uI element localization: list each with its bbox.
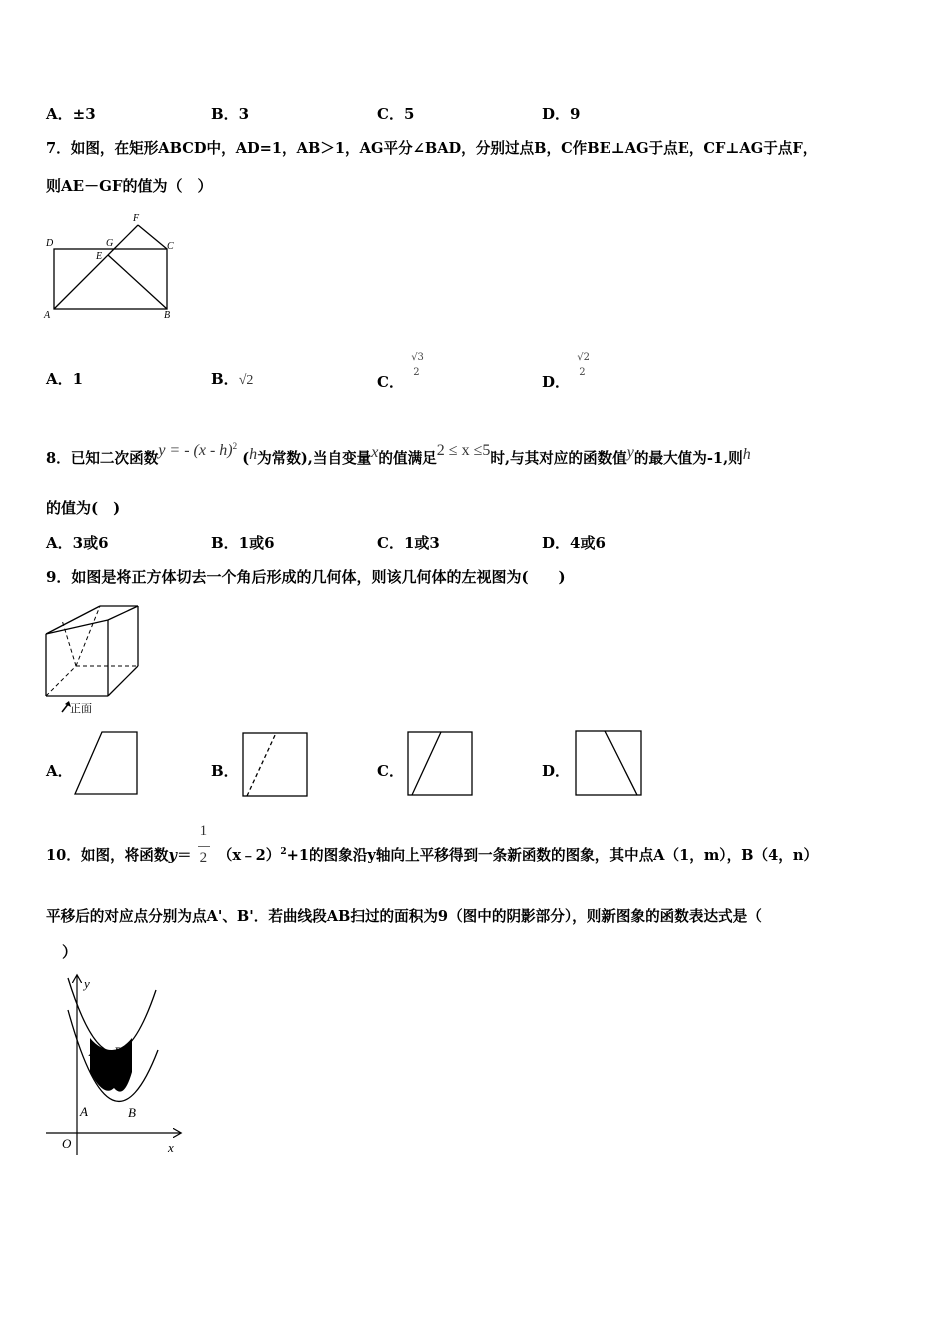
q9-figure-b <box>242 732 309 798</box>
q6-option-c: C．5 <box>377 105 415 123</box>
label-g: G <box>106 238 114 249</box>
label-e: E <box>96 251 103 262</box>
q8-option-a: A．3或6 <box>46 534 109 552</box>
q7-rectangle-figure <box>40 210 190 325</box>
q9-option-b: B． <box>211 762 239 780</box>
q9-option-c: C． <box>377 762 404 780</box>
segment-gf <box>114 225 138 249</box>
q9-figure-a <box>74 731 140 797</box>
q8-option-c: C．1或3 <box>377 534 440 552</box>
q9-cube-figure <box>40 600 150 718</box>
q10-graph-figure <box>42 970 192 1162</box>
label-b: B <box>164 310 171 321</box>
label-d: D <box>46 238 54 249</box>
label-o: O <box>62 1136 72 1151</box>
q9-figure-c <box>407 731 474 797</box>
q7-option-c: C． √3 2 <box>377 352 424 391</box>
front-label: 正面 <box>70 703 92 715</box>
segment-cf <box>138 225 167 249</box>
label-a-prime: A' <box>89 1044 100 1059</box>
q7-option-d: D． √2 2 <box>542 352 590 391</box>
label-a: A <box>44 310 51 321</box>
q6-option-a: A．±3 <box>46 105 96 123</box>
shifted-parabola <box>68 978 156 1052</box>
q8-stem-line1: 8．已知二次函数y = - (x - h)$^2$ (h为常数),当自变量x的值满足2 ≤ x ≤5时,与其对应的函数值y的最大值为-1,则h <box>46 441 751 467</box>
q6-option-b: B．3 <box>211 105 250 123</box>
q9-option-d: D． <box>542 762 571 780</box>
label-c: C <box>167 241 174 252</box>
q6-option-d: D．9 <box>542 105 581 123</box>
q8-option-d: D．4或6 <box>542 534 606 552</box>
segment-ag <box>54 249 114 309</box>
q10-stem-line1: 10．如图，将函数y＝ $\frac{1}{2}$ （x﹣2）$^2$+1的图象沿y轴向上平移得到一条新函数的图象，其中点A（1，m），B（4，n） <box>46 823 819 866</box>
label-y: y <box>84 976 90 991</box>
q7-option-b: B．√2 <box>211 370 254 388</box>
q7-option-a: A．1 <box>46 370 84 388</box>
q10-stem-line3: ） <box>62 943 78 961</box>
q8-option-b: B．1或6 <box>211 534 275 552</box>
q10-stem-line2: 平移后的对应点分别为点A'、B'．若曲线段AB扫过的面积为9（图中的阴影部分），则新图象的函数表达式是（ <box>46 908 762 925</box>
label-f: F <box>133 213 140 224</box>
label-x: x <box>168 1140 174 1155</box>
q7-stem-line1: 7．如图，在矩形ABCD中，AD=1，AB＞1，AG平分∠BAD，分别过点B，C作BE⊥AG于点E，CF⊥AG于点F， <box>46 140 818 157</box>
label-b-prime: B' <box>114 1044 125 1059</box>
q9-option-a: A． <box>46 762 73 780</box>
segment-be <box>108 255 167 309</box>
q9-stem: 9．如图是将正方体切去一个角后形成的几何体，则该几何体的左视图为( ) <box>46 568 566 586</box>
label-a: A <box>80 1104 88 1119</box>
q8-stem-line2: 的值为( ) <box>46 499 121 517</box>
q9-figure-d <box>575 730 643 797</box>
label-b: B <box>128 1105 136 1120</box>
q7-stem-line2: 则AE－GF的值为（ ） <box>46 177 213 195</box>
